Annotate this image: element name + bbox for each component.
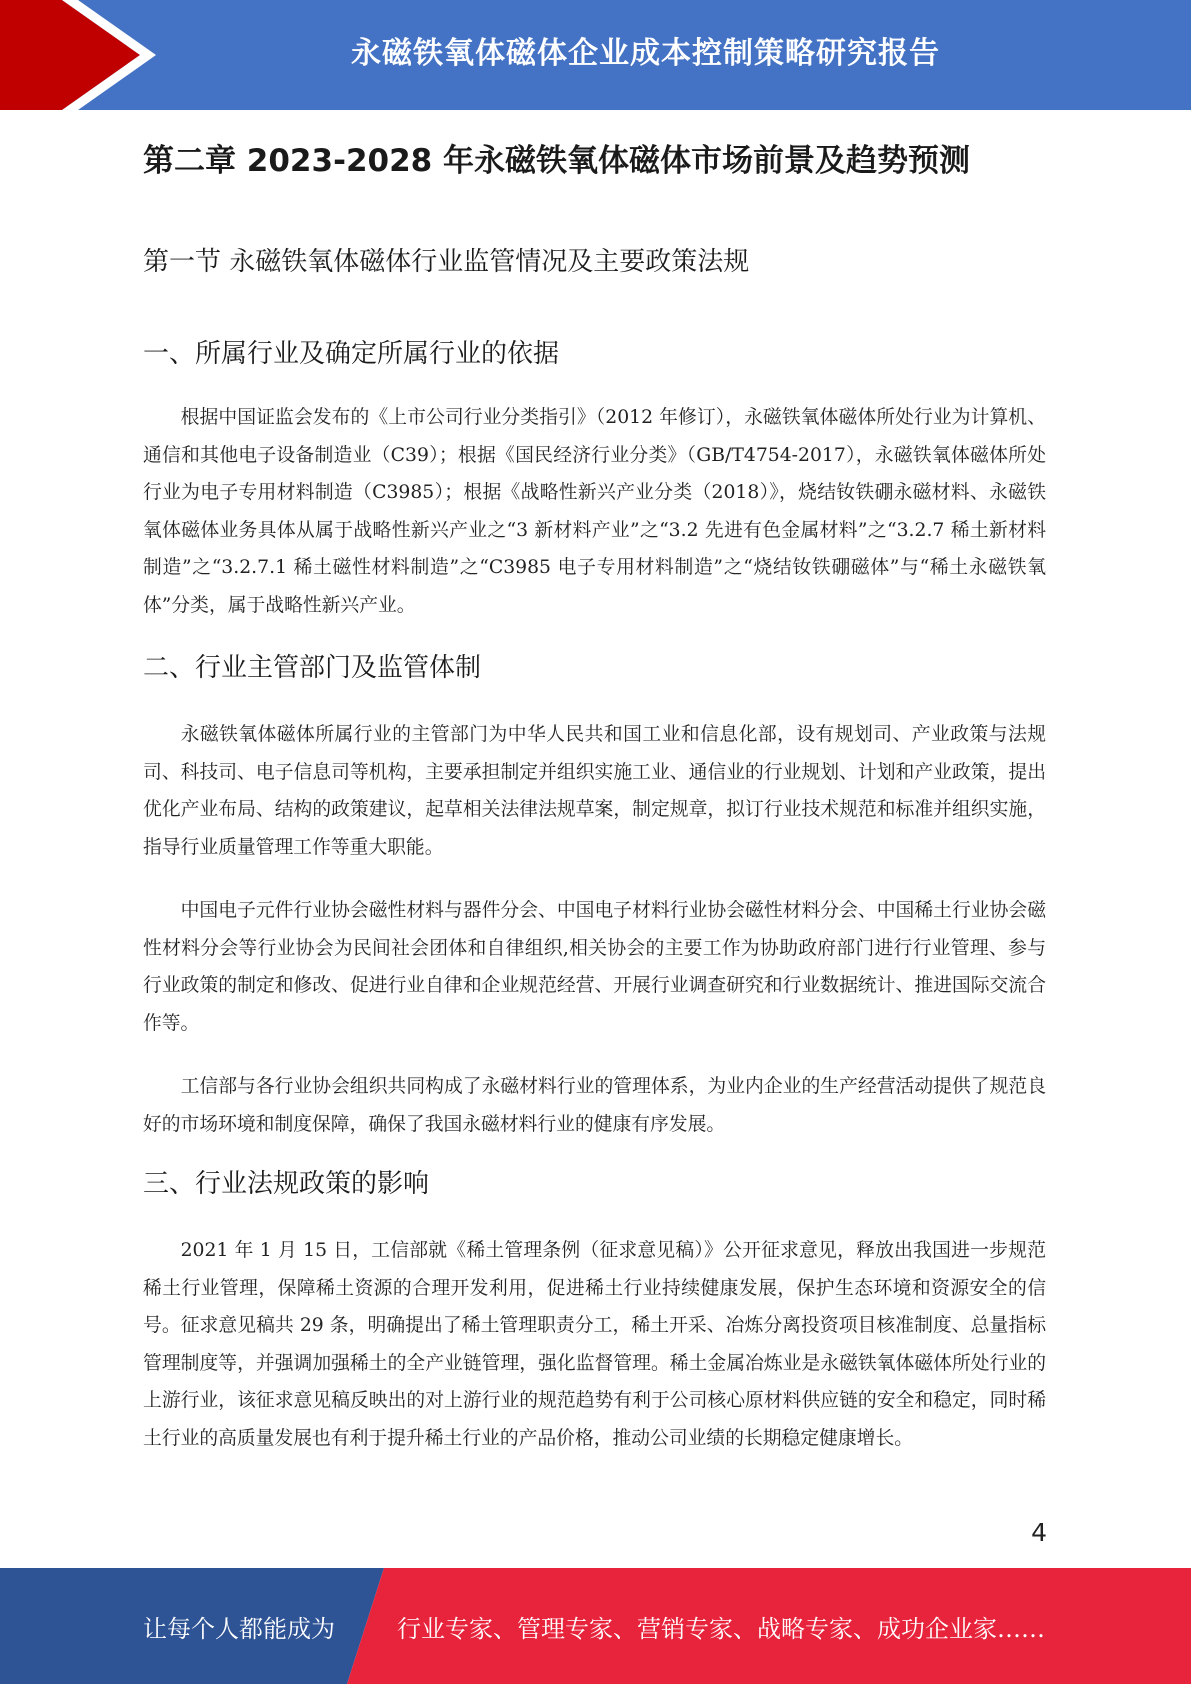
chapter-title: 第二章 2023-2028 年永磁铁氧体磁体市场前景及趋势预测	[143, 143, 971, 179]
paragraph: 永磁铁氧体磁体所属行业的主管部门为中华人民共和国工业和信息化部，设有规划司、产业政策与法规司、科技司、电子信息司等机构，主要承担制定并组织实施工业、通信业的行业规划、计划和产业政策，提出优化产业布局、结构的政策建议，起草相关法律法规草案，制定规章，拟订行业技术规范和标准并组织实施，指导行业质量管理工作等重大职能。	[143, 724, 1046, 858]
page-header	[0, 0, 1191, 110]
header-title: 永磁铁氧体磁体企业成本控制策略研究报告	[351, 36, 940, 71]
footer-slogan-left: 让每个人都能成为	[143, 1614, 335, 1643]
footer-slogan-right: 行业专家、管理专家、营销专家、战略专家、成功企业家……	[397, 1614, 1045, 1643]
paragraph: 2021 年 1 月 15 日，工信部就《稀土管理条例（征求意见稿）》公开征求意见，释放出我国进一步规范稀土行业管理，保障稀土资源的合理开发利用，促进稀土行业持续健康发展，保护生态环境和资源安全的信号。征求意见稿共 29 条，明确提出了稀土管理职责分工，稀土开采、冶炼分离投资项目核准制度、总量指标管理制度等，并强调加强稀土的全产业链管理，强化监督管理。稀土金属冶炼业是永磁铁氧体磁体所处行业的上游行业，该征求意见稿反映出的对上游行业的规范趋势有利于公司核心原材料供应链的安全和稳定，同时稀土行业的高质量发展也有利于提升稀土行业的产品价格，推动公司业绩的长期稳定健康增长。	[143, 1240, 1046, 1449]
section-title: 第一节 永磁铁氧体磁体行业监管情况及主要政策法规	[143, 247, 750, 277]
paragraph: 根据中国证监会发布的《上市公司行业分类指引》（2012 年修订），永磁铁氧体磁体所处行业为计算机、通信和其他电子设备制造业（C39）；根据《国民经济行业分类》（GB/T4754-2017），永磁铁氧体磁体所处行业为电子专用材料制造（C3985）；根据《战略性新兴产业分类（2018）》，烧结钕铁硼永磁材料、永磁铁氧体磁体业务具体从属于战略性新兴产业之“3 新材料产业”之“3.2 先进有色金属材料”之“3.2.7 稀土新材料制造”之“3.2.7.1 稀土磁性材料制造”之“C3985 电子专用材料制造”之“烧结钕铁硼磁体”与“稀土永磁铁氧体”分类，属于战略性新兴产业。	[143, 407, 1046, 616]
page-footer	[0, 1568, 1191, 1684]
paragraph: 中国电子元件行业协会磁性材料与器件分会、中国电子材料行业协会磁性材料分会、中国稀土行业协会磁性材料分会等行业协会为民间社会团体和自律组织,相关协会的主要工作为协助政府部门进行行业管理、参与行业政策的制定和修改、促进行业自律和企业规范经营、开展行业调查研究和行业数据统计、推进国际交流合作等。	[143, 900, 1046, 1034]
paragraph: 工信部与各行业协会组织共同构成了永磁材料行业的管理体系，为业内企业的生产经营活动提供了规范良好的市场环境和制度保障，确保了我国永磁材料行业的健康有序发展。	[143, 1076, 1046, 1135]
page-number: 4	[1031, 1518, 1047, 1547]
subsection-title-1: 一、所属行业及确定所属行业的依据	[143, 339, 560, 369]
subsection-title-3: 三、行业法规政策的影响	[143, 1169, 430, 1199]
subsection-title-2: 二、行业主管部门及监管体制	[143, 653, 482, 683]
